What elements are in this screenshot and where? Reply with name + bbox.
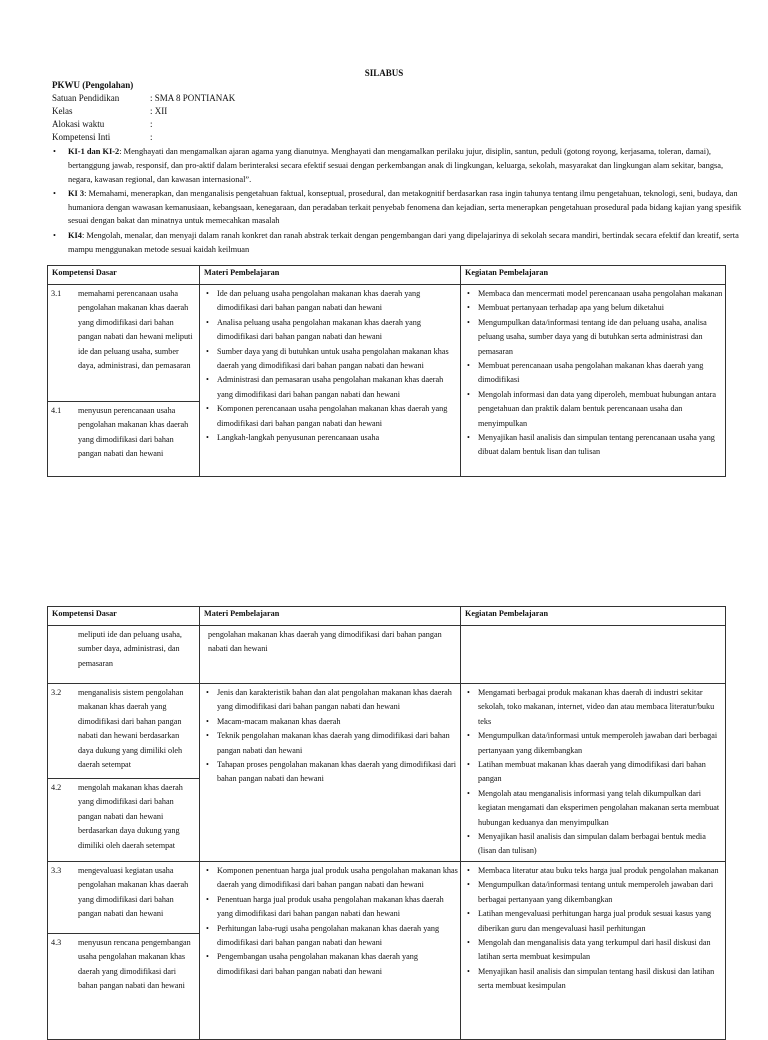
kd-item [48, 778, 199, 855]
bullet-icon: • [53, 230, 56, 240]
materi-cell [200, 862, 461, 1040]
list-item: • Penentuan harga jual produk usaha pengolahan makanan khas daerah yang dimodifikasi dari bahan pangan nabati dan hewani [206, 893, 458, 922]
kd-number: 3.3 [51, 866, 62, 875]
list-item: • Mengolah informasi dan data yang diperoleh, membuat hubungan antara pengetahuan dan praktik dalam bentuk perencanaan usaha dan menyimpulkan [467, 388, 723, 431]
list-item: • Mengolah dan menganalisis data yang terkumpul dari hasil diskusi dan latihan serta membuat kesimpulan [467, 936, 723, 965]
materi-cell [200, 626, 461, 684]
list-item: • Menyajikan hasil analisis dan simpulan tentang hasil diskusi dan latihan serta membuat kesimpulan [467, 965, 723, 994]
materi-list [200, 285, 460, 447]
kd-text: meliputi ide dan peluang usaha, sumber daya, administrasi, dan pemasaran [78, 630, 182, 668]
list-item: • Sumber daya yang di butuhkan untuk usaha pengolahan makanan khas daerah yang dimodifikasi dari bahan pangan nabati dan hewani [206, 345, 458, 374]
kd-continuation [48, 626, 199, 673]
identity-label: Satuan Pendidikan [52, 93, 120, 103]
list-item: • Administrasi dan pemasaran usaha pengolahan makanan khas daerah yang dimodifikasi dari bahan pangan nabati dan hewani [206, 373, 458, 402]
kegiatan-cell [461, 684, 726, 862]
kd-item [48, 862, 199, 933]
materi-list [200, 684, 460, 789]
kegiatan-cell [461, 626, 726, 684]
list-item: • Ide dan peluang usaha pengolahan makanan khas daerah yang dimodifikasi dari bahan pangan nabati dan hewani [206, 287, 458, 316]
header-kompetensi-dasar: Kompetensi Dasar [48, 266, 200, 285]
identity-row [52, 119, 153, 129]
materi-cell [200, 684, 461, 862]
document-title: SILABUS [364, 68, 404, 78]
kd-text: menganalisis sistem pengolahan makanan khas daerah yang dimodifikasi dari bahan pangan nabati dan hewani berdasarkan daya dukung yang dimiliki oleh daerah setempat [78, 688, 184, 770]
ki-heading: KI 3 [68, 188, 85, 198]
materi-continuation: pengolahan makanan khas daerah yang dimodifikasi dari bahan pangan nabati dan hewani [208, 630, 442, 654]
list-item: • Latihan membuat makanan khas daerah yang dimodifikasi dari bahan pangan [467, 758, 723, 787]
silabus-table-1 [47, 265, 726, 477]
list-item: • Tahapan proses pengolahan makanan khas daerah yang dimodifikasi dari bahan pangan nabati dan hewani [206, 758, 458, 787]
ki-item [52, 145, 742, 186]
identity-label: Alokasi waktu [52, 119, 105, 129]
ki-text: : Mengolah, menalar, dan menyaji dalam ranah konkret dan ranah abstrak terkait dengan pengembangan dari yang dipelajarinya di sekolah secara mandiri, bertindak secara efektif dan kreatif, serta mampu menggunakan metode sesuai kaidah keilmuan [68, 230, 739, 254]
bullet-icon: • [53, 147, 56, 156]
table-row [48, 626, 726, 684]
header-kegiatan-pembelajaran: Kegiatan Pembelajaran [461, 607, 726, 626]
materi-list [200, 862, 460, 981]
header-materi-pembelajaran: Materi Pembelajaran [200, 607, 461, 626]
table-row [48, 285, 726, 477]
header-kompetensi-dasar: Kompetensi Dasar [48, 607, 200, 626]
ki-heading: KI-1 dan KI-2 [68, 147, 120, 156]
ki-item [52, 229, 742, 257]
silabus-table-2 [47, 606, 726, 1040]
kd-number: 3.2 [51, 688, 62, 697]
identity-row [52, 93, 235, 103]
kegiatan-list [461, 862, 725, 996]
kd-item [48, 401, 199, 464]
identity-value: : XII [150, 106, 168, 116]
kd-number: 3.1 [51, 289, 62, 298]
kegiatan-list [461, 285, 725, 462]
kd-item [48, 933, 199, 996]
ki-heading: KI4 [68, 230, 82, 240]
identity-value: : [150, 132, 153, 142]
kompetensi-inti-list [52, 145, 742, 257]
table-row [48, 684, 726, 862]
kd-number: 4.2 [51, 783, 62, 792]
identity-row [52, 106, 167, 116]
list-item: • Membaca literatur atau buku teks harga jual produk pengolahan makanan [467, 864, 723, 878]
identity-label: Kompetensi Inti [52, 132, 111, 142]
list-item: • Membuat pertanyaan terhadap apa yang belum diketahui [467, 301, 723, 315]
kd-number: 4.1 [51, 406, 62, 415]
list-item: • Langkah-langkah penyusunan perencanaan usaha [206, 431, 458, 445]
list-item: • Komponen perencanaan usaha pengolahan makanan khas daerah yang dimodifikasi dari bahan pangan nabati dan hewani [206, 402, 458, 431]
identity-value: : [150, 119, 153, 129]
list-item: • Perhitungan laba-rugi usaha pengolahan makanan khas daerah yang dimodifikasi dari bahan pangan nabati dan hewani [206, 922, 458, 951]
identity-value: : SMA 8 PONTIANAK [150, 93, 236, 103]
kd-text: mengevaluasi kegiatan usaha pengolahan makanan khas daerah yang dimodifikasi dari bahan pangan nabati dan hewani [78, 866, 189, 919]
list-item: • Membuat perencanaan usaha pengolahan makanan khas daerah yang dimodifikasi [467, 359, 723, 388]
ki-text: : Memahami, menerapkan, dan menganalisis pengetahuan faktual, konseptual, prosedural, dan metakognitif berdasarkan rasa ingin tahunya tentang ilmu pengetahuan, teknologi, seni, budaya, dan humaniora dengan wawasan kemanusiaan, kebangsaan, kenegaraan, dan peradaban terkait penyebab fenomena dan kejadian, serta menerapkan pengetahuan prosedural pada bidang kajian yang spesifik sesuai dengan bakat dan minatnya untuk memecahkan masalah [68, 188, 742, 226]
list-item: • Macam-macam makanan khas daerah [206, 715, 458, 729]
kd-text: menyusun perencanaan usaha pengolahan makanan khas daerah yang dimodifikasi dari bahan pangan nabati dan hewani [78, 406, 189, 459]
list-item: • Jenis dan karakteristik bahan dan alat pengolahan makanan khas daerah yang dimodifikasi dari bahan pangan nabati dan hewani [206, 686, 458, 715]
table-row [48, 862, 726, 1040]
kegiatan-cell [461, 285, 726, 477]
identity-row [52, 132, 153, 142]
list-item: • Analisa peluang usaha pengolahan makanan khas daerah yang dimodifikasi dari bahan pangan nabati dan hewani [206, 316, 458, 345]
header-kegiatan-pembelajaran: Kegiatan Pembelajaran [461, 266, 726, 285]
header-materi-pembelajaran: Materi Pembelajaran [200, 266, 461, 285]
materi-cell [200, 285, 461, 477]
kompetensi-dasar-cell [48, 684, 200, 862]
kd-item [48, 285, 199, 401]
identity-label: Kelas [52, 106, 73, 116]
list-item: • Mengolah atau menganalisis informasi yang telah dikumpulkan dari kegiatan mengamati dan eksperimen pengolahan makanan serta membuat hubungan keduanya dan menyimpulkan [467, 787, 723, 830]
ki-text: : Menghayati dan mengamalkan ajaran agama yang dianutnya. Menghayati dan mengamalkan perilaku jujur, disiplin, santun, peduli (gotong royong, kerjasama, toleran, damai), bertanggung jawab, responsif, dan pro-aktif dalam berinteraksi secara efektif sesuai dengan perkembangan anak di lingkungan, keluarga, sekolah, masyarakat dan lingkungan alam sekitar, bangsa, negara, kawasan regional, dan kawasan internasional”. [68, 147, 724, 184]
list-item: • Mengumpulkan data/informasi untuk memperoleh jawaban dari berbagai pertanyaan yang dikembangkan [467, 729, 723, 758]
kompetensi-dasar-cell [48, 285, 200, 477]
list-item: • Mengumpulkan data/informasi tentang untuk memperoleh jawaban dari berbagai pertanyaan yang dikembangkan [467, 878, 723, 907]
list-item: • Membaca dan mencermati model perencanaan usaha pengolahan makanan [467, 287, 723, 301]
subject-heading: PKWU (Pengolahan) [52, 80, 134, 90]
ki-item [52, 187, 742, 228]
kd-item [48, 684, 199, 778]
kd-text: menyusun rencana pengembangan usaha pengolahan makanan khas daerah yang dimodifikasi dari bahan pangan nabati dan hewani [78, 938, 191, 991]
list-item: • Menyajikan hasil analisis dan simpulan dalam berbagai bentuk media (lisan dan tulisan) [467, 830, 723, 859]
list-item: • Teknik pengolahan makanan khas daerah yang dimodifikasi dari bahan pangan nabati dan hewani [206, 729, 458, 758]
kd-text: memahami perencanaan usaha pengolahan makanan khas daerah yang dimodifikasi dari bahan pangan nabati dan hewani meliputi ide dan peluang usaha, sumber daya, administrasi, dan pemasaran [78, 289, 193, 371]
kompetensi-dasar-cell [48, 862, 200, 1040]
kd-number: 4.3 [51, 938, 62, 947]
list-item: • Menyajikan hasil analisis dan simpulan tentang perencanaan usaha yang dibuat dalam bentuk lisan dan tulisan [467, 431, 723, 460]
list-item: • Komponen penentuan harga jual produk usaha pengolahan makanan khas daerah yang dimodifikasi dari bahan pangan nabati dan hewani [206, 864, 458, 893]
list-item: • Mengamati berbagai produk makanan khas daerah di industri sekitar sekolah, toko makanan, internet, video dan atau membaca literatur/buku teks [467, 686, 723, 729]
table-header-row [48, 607, 726, 626]
list-item: • Mengumpulkan data/informasi tentang ide dan peluang usaha, analisa peluang usaha, sumber daya yang di butuhkan serta administrasi dan pemasaran [467, 316, 723, 359]
kd-text: mengolah makanan khas daerah yang dimodifikasi dari bahan pangan nabati dan hewani berdasarkan daya dukung yang dimiliki oleh daerah setempat [78, 783, 183, 850]
bullet-icon: • [53, 188, 56, 198]
kegiatan-cell [461, 862, 726, 1040]
list-item: • Latihan mengevaluasi perhitungan harga jual produk sesuai kasus yang diberikan guru dan mengevaluasi hasil perhitungan [467, 907, 723, 936]
kompetensi-dasar-cell [48, 626, 200, 684]
table-header-row [48, 266, 726, 285]
kegiatan-list [461, 684, 725, 861]
list-item: • Pengembangan usaha pengolahan makanan khas daerah yang dimodifikasi dari bahan pangan nabati dan hewani [206, 950, 458, 979]
